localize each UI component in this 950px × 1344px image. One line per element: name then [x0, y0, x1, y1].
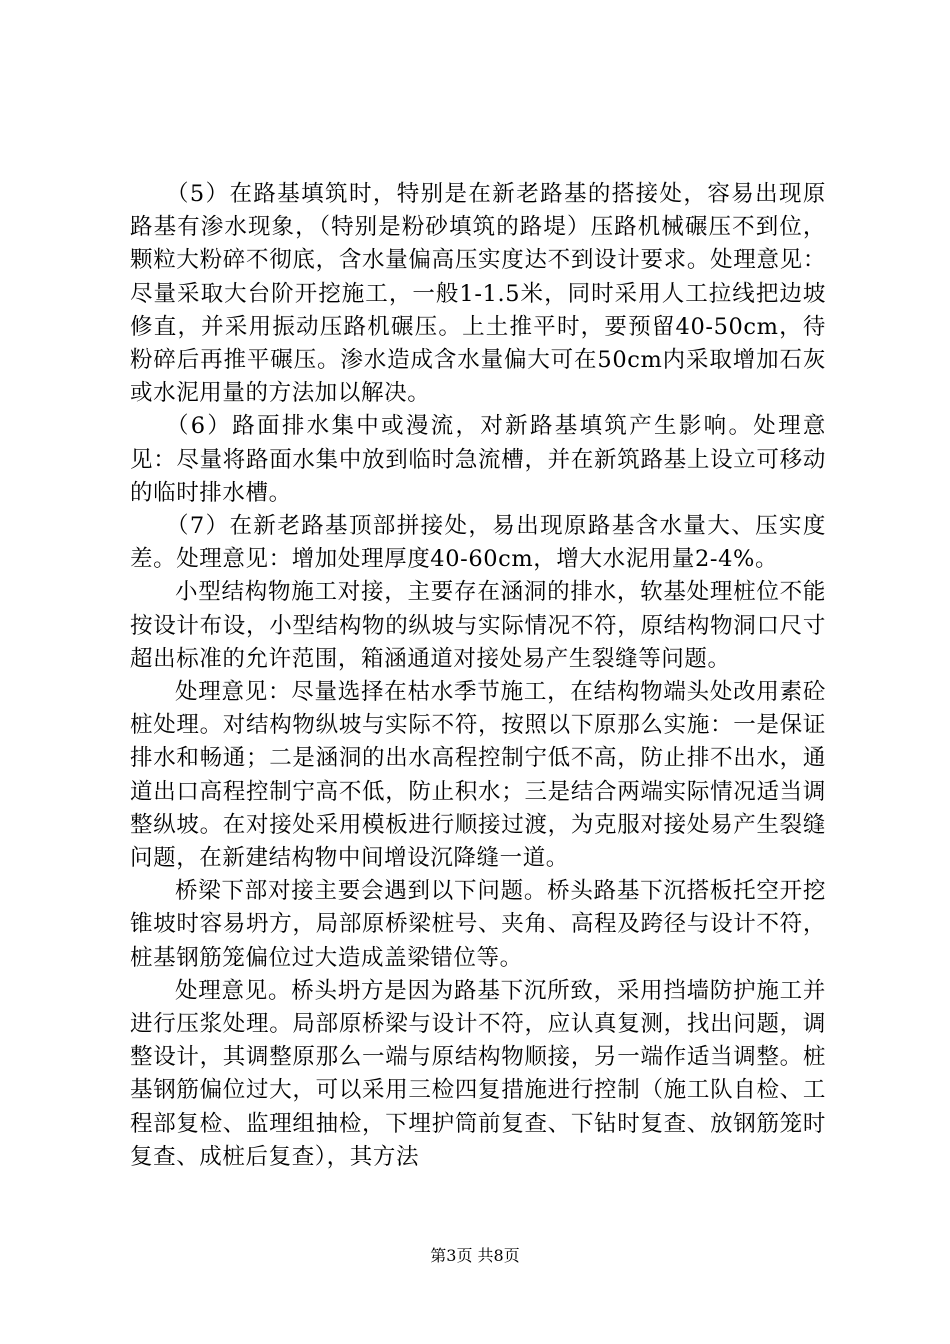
paragraph-item-5: （5）在路基填筑时，特别是在新老路基的搭接处，容易出现原路基有渗水现象，（特别是粉砂填筑的路堤）压路机械碾压不到位，颗粒大粉碎不彻底，含水量偏高压实度达不到设计要求。处理意见：尽量采取大台阶开挖施工，一般1-1.5米，同时采用人工拉线把边坡修直，并采用振动压路机碾压。上土推平时，要预留40-50cm，待粉碎后再推平碾压。渗水造成含水量偏大可在50cm内采取增加石灰或水泥用量的方法加以解决。	[130, 181, 826, 407]
paragraph-bridge-handling: 处理意见。桥头坍方是因为路基下沉所致，采用挡墙防护施工并进行压浆处理。局部原桥梁与设计不符，应认真复测，找出问题，调整设计，其调整原那么一端与原结构物顺接，另一端作适当调整。桩基钢筋偏位过大，可以采用三检四复措施进行控制（施工队自检、工程部复检、监理组抽检，下埋护筒前复查、下钻时复查、放钢筋笼时复查、成桩后复查），其方法	[130, 977, 826, 1170]
paragraph-bridge-substructure: 桥梁下部对接主要会遇到以下问题。桥头路基下沉搭板托空开挖锥坡时容易坍方，局部原桥梁桩号、夹角、高程及跨径与设计不符，桩基钢筋笼偏位过大造成盖梁错位等。	[130, 878, 826, 971]
page-number-footer: 第3页 共8页	[430, 1246, 520, 1265]
paragraph-small-structures: 小型结构物施工对接，主要存在涵洞的排水，软基处理桩位不能按设计布设，小型结构物的纵坡与实际情况不符，原结构物洞口尺寸超出标准的允许范围，箱涵通道对接处易产生裂缝等问题。	[130, 579, 826, 672]
paragraph-item-6: （6）路面排水集中或漫流，对新路基填筑产生影响。处理意见：尽量将路面水集中放到临时急流槽，并在新筑路基上设立可移动的临时排水槽。	[130, 413, 826, 506]
paragraph-item-7: （7）在新老路基顶部拼接处，易出现原路基含水量大、压实度差。处理意见：增加处理厚度40-60cm，增大水泥用量2-4%。	[130, 513, 826, 573]
document-body	[130, 178, 826, 1174]
paragraph-small-structures-handling: 处理意见：尽量选择在枯水季节施工，在结构物端头处改用素砼桩处理。对结构物纵坡与实际不符，按照以下原那么实施：一是保证排水和畅通；二是涵洞的出水高程控制宁低不高，防止排不出水，通道出口高程控制宁高不低，防止积水；三是结合两端实际情况适当调整纵坡。在对接处采用模板进行顺接过渡，为克服对接处易产生裂缝问题，在新建结构物中间增设沉降缝一道。	[130, 679, 826, 872]
